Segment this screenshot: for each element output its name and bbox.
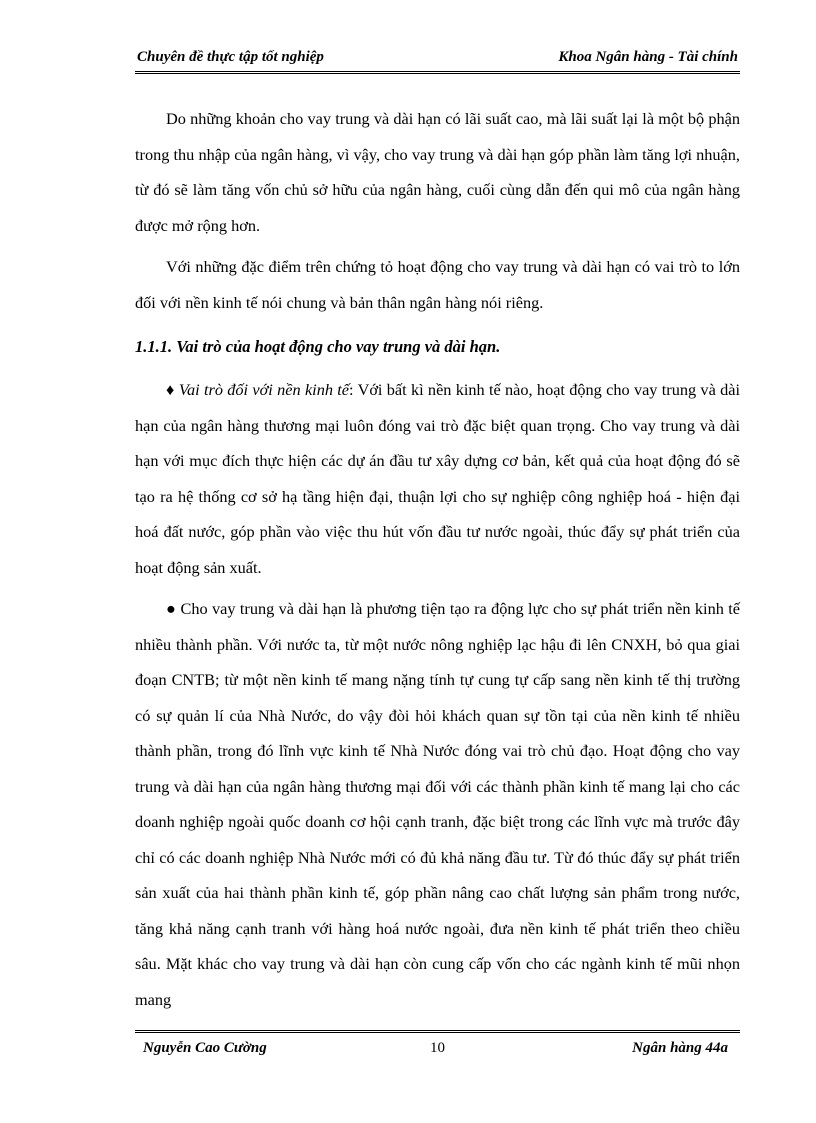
header-left-title: Chuyên đề thực tập tốt nghiệp — [137, 49, 324, 65]
paragraph-3-label: Vai trò đối với nền kinh tế — [178, 380, 350, 399]
circle-bullet-icon: ● — [166, 599, 177, 618]
footer-class: Ngân hàng 44a — [632, 1040, 728, 1056]
document-body — [135, 101, 740, 1017]
footer-author: Nguyễn Cao Cường — [143, 1040, 267, 1056]
paragraph-3 — [135, 372, 740, 585]
paragraph-1: Do những khoản cho vay trung và dài hạn có lãi suất cao, mà lãi suất lại là một bộ phận trong thu nhập của ngân hàng, vì vậy, cho vay trung và dài hạn góp phần làm tăng lợi nhuận, từ đó sẽ làm tăng vốn chủ sở hữu của ngân hàng, cuối cùng dẫn đến qui mô của ngân hàng được mở rộng hơn. — [135, 109, 740, 235]
paragraph-2: Với những đặc điểm trên chứng tỏ hoạt động cho vay trung và dài hạn có vai trò to lớn đối với nền kinh tế nói chung và bản thân ngân hàng nói riêng. — [135, 257, 740, 312]
page-footer — [135, 1030, 740, 1065]
paragraph-3-text: : Với bất kì nền kinh tế nào, hoạt động cho vay trung và dài hạn của ngân hàng thương mại luôn đóng vai trò đặc biệt quan trọng. Cho vay trung và dài hạn với mục đích thực hiện các dự án đầu tư xây dựng cơ bản, kết quả của hoạt động đó sẽ tạo ra hệ thống cơ sở hạ tầng hiện đại, thuận lợi cho sự nghiệp công nghiệp hoá - hiện đại hoá đất nước, góp phần vào việc thu hút vốn đầu tư nước ngoài, thúc đẩy sự phát triển của hoạt động sản xuất. — [135, 380, 740, 577]
section-heading: 1.1.1. Vai trò của hoạt động cho vay trung và dài hạn. — [135, 337, 501, 356]
page-header — [135, 47, 740, 74]
paragraph-4-text: Cho vay trung và dài hạn là phương tiện tạo ra động lực cho sự phát triển nền kinh tế nhiều thành phần. Với nước ta, từ một nước nông nghiệp lạc hậu đi lên CNXH, bỏ qua giai đoạn CNTB; từ một nền kinh tế mang nặng tính tự cung tự cấp sang nền kinh tế thị trường có sự quản lí của Nhà Nước, do vậy đòi hỏi khách quan sự tồn tại của nền kinh tế nhiều thành phần, trong đó lĩnh vực kinh tế Nhà Nước đóng vai trò chủ đạo. Hoạt động cho vay trung và dài hạn của ngân hàng thương mại đối với các thành phần kinh tế mang lại cho các doanh nghiệp ngoài quốc doanh cơ hội cạnh tranh, đặc biệt trong các lĩnh vực mà trước đây chỉ có các doanh nghiệp Nhà Nước mới có đủ khả năng đầu tư. Từ đó thúc đẩy sự phát triển sản xuất của hai thành phần kinh tế, góp phần nâng cao chất lượng sản phẩm trong nước, tăng khả năng cạnh tranh với hàng hoá nước ngoài, đưa nền kinh tế phát triển theo chiều sâu. Mặt khác cho vay trung và dài hạn còn cung cấp vốn cho các ngành kinh tế mũi nhọn mang — [135, 599, 740, 1009]
paragraph-4 — [135, 591, 740, 1017]
page-number: 10 — [430, 1040, 445, 1056]
header-right-title: Khoa Ngân hàng - Tài chính — [558, 49, 738, 65]
diamond-bullet-icon: ♦ — [166, 380, 175, 399]
